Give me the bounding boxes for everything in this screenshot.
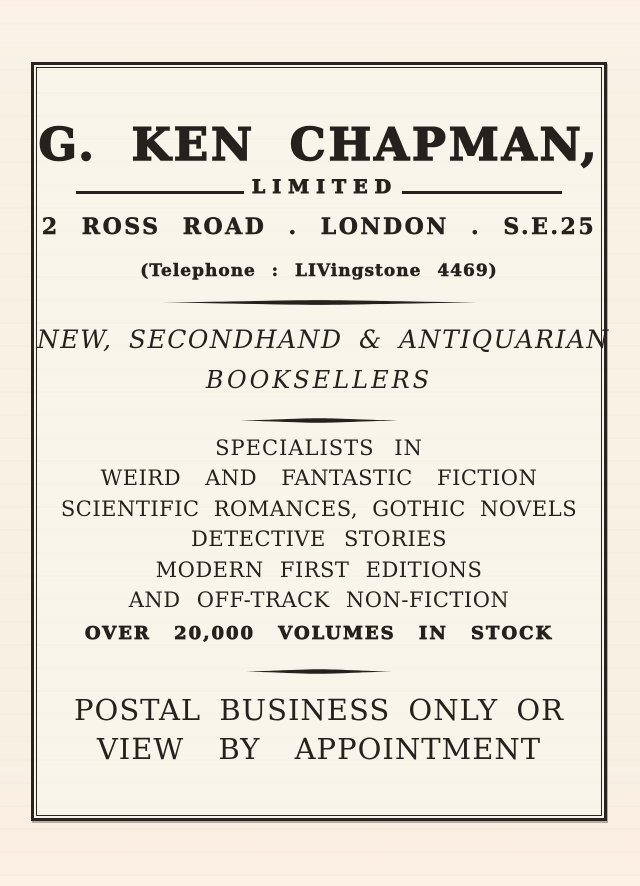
specialty-line: DETECTIVE STORIES [191,527,447,552]
advert-frame [31,62,610,821]
swelled-rule-bottom [246,668,392,675]
tagline-line-2: BOOKSELLERS [205,366,433,394]
limited-rule-right [402,191,562,194]
specialists-heading: SPECIALISTS IN [215,436,423,460]
notice-block [37,691,601,769]
notice-line-2: VIEW BY APPOINTMENT [96,731,542,766]
notice-line-1: POSTAL BUSINESS ONLY OR [74,692,564,727]
specialty-line: WEIRD AND FANTASTIC FICTION [100,466,538,490]
tagline-line-1: NEW, SECONDHAND & ANTIQUARIAN [37,325,610,354]
specialty-line: SCIENTIFIC ROMANCES, GOTHIC NOVELS [60,496,578,521]
swelled-rule-middle [240,417,398,424]
telephone-line: (Telephone : LIVingstone 4469) [140,261,498,281]
limited-rule-left [76,191,244,194]
specialty-line: MODERN FIRST EDITIONS [155,557,483,582]
specialty-line: AND OFF-TRACK NON-FICTION [128,588,510,613]
stock-line: OVER 20,000 VOLUMES IN STOCK [84,622,554,644]
company-suffix-limited: LIMITED [251,176,399,198]
company-name: G. KEN CHAPMAN, [38,118,600,171]
address-line: 2 ROSS ROAD . LONDON . S.E.25 [41,214,597,240]
swelled-rule-top [161,299,477,306]
advert-inner-frame [36,67,610,816]
limited-row [37,172,601,198]
